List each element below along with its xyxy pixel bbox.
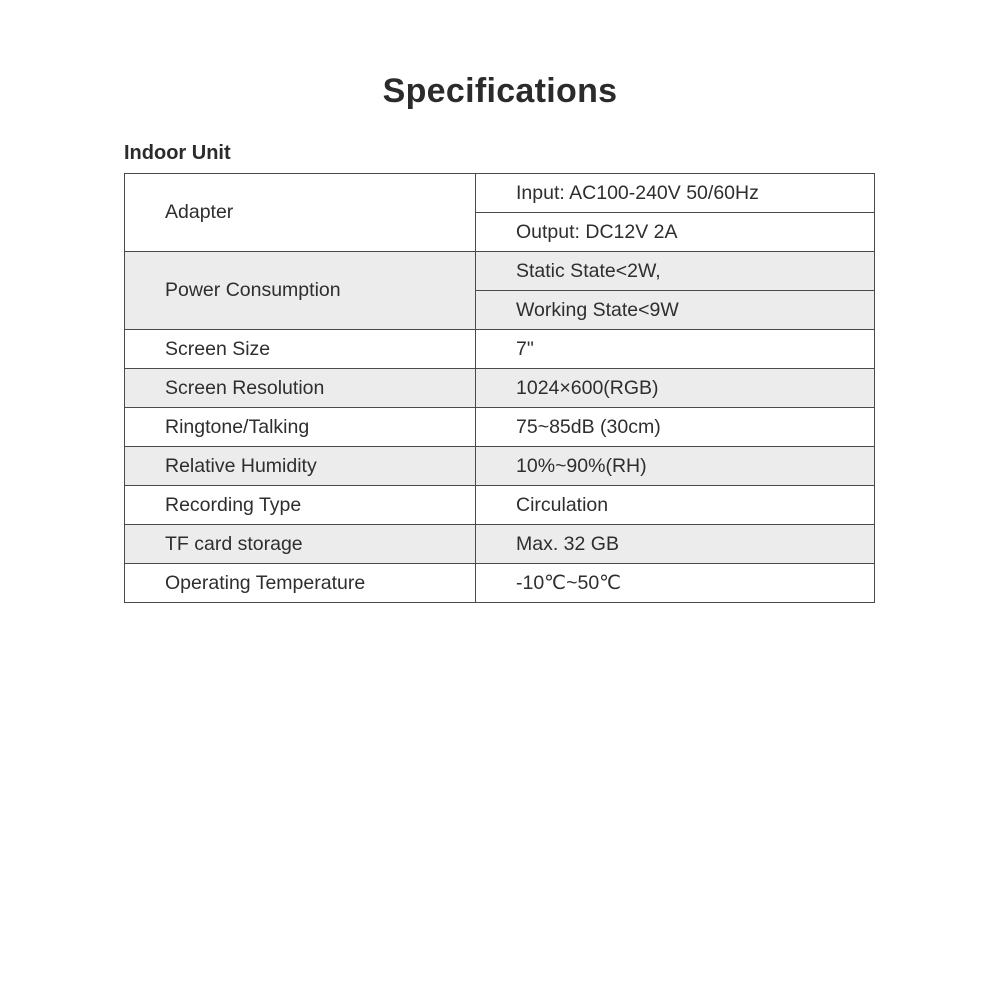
spec-value: Output: DC12V 2A bbox=[476, 213, 875, 252]
spec-table bbox=[124, 173, 875, 603]
spec-label: Screen Resolution bbox=[125, 369, 476, 408]
page-title: Specifications bbox=[382, 72, 618, 110]
table-row bbox=[125, 525, 875, 564]
spec-value: Circulation bbox=[476, 486, 875, 525]
section-heading: Indoor Unit bbox=[124, 142, 231, 164]
table-row bbox=[125, 174, 875, 213]
spec-value: Max. 32 GB bbox=[476, 525, 875, 564]
spec-label: Operating Temperature bbox=[125, 564, 476, 603]
spec-value: Input: AC100-240V 50/60Hz bbox=[476, 174, 875, 213]
spec-value: 75~85dB (30cm) bbox=[476, 408, 875, 447]
spec-label: Power Consumption bbox=[125, 252, 476, 330]
table-row bbox=[125, 564, 875, 603]
spec-label: Ringtone/Talking bbox=[125, 408, 476, 447]
table-row bbox=[125, 486, 875, 525]
spec-value: 7" bbox=[476, 330, 875, 369]
spec-value: -10℃~50℃ bbox=[476, 564, 875, 603]
spec-label: TF card storage bbox=[125, 525, 476, 564]
spec-label: Relative Humidity bbox=[125, 447, 476, 486]
spec-label: Adapter bbox=[125, 174, 476, 252]
spec-value: Static State<2W, bbox=[476, 252, 875, 291]
table-row bbox=[125, 330, 875, 369]
spec-label: Screen Size bbox=[125, 330, 476, 369]
spec-label: Recording Type bbox=[125, 486, 476, 525]
spec-value: 10%~90%(RH) bbox=[476, 447, 875, 486]
spec-value: 1024×600(RGB) bbox=[476, 369, 875, 408]
table-row bbox=[125, 408, 875, 447]
table-row bbox=[125, 252, 875, 291]
table-row bbox=[125, 369, 875, 408]
spec-value: Working State<9W bbox=[476, 291, 875, 330]
table-row bbox=[125, 447, 875, 486]
